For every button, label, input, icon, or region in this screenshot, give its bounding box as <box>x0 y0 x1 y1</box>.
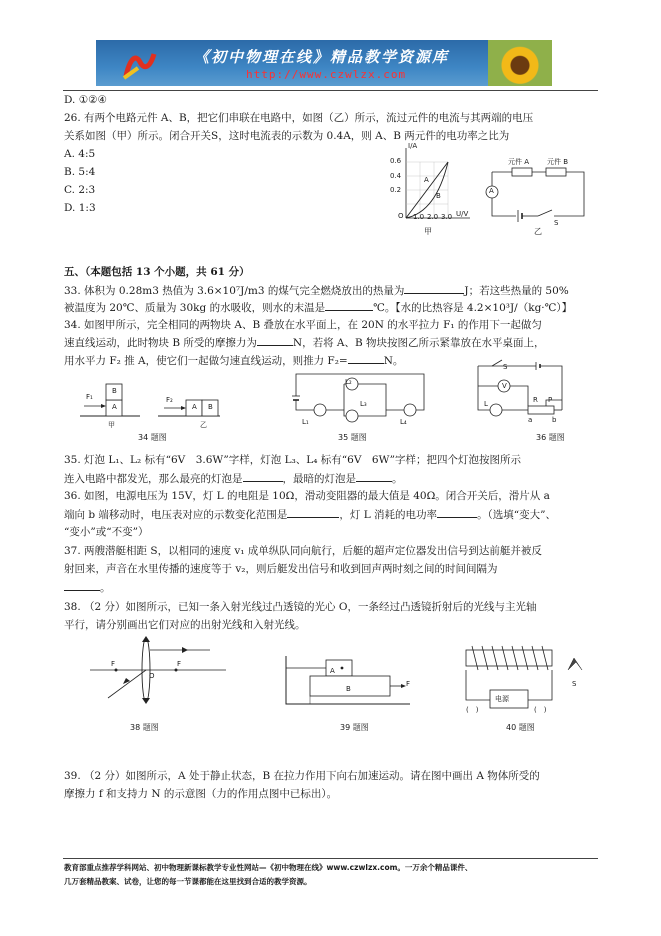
fig38-f-right: F <box>177 660 182 668</box>
q35-line1: 35. 灯泡 L₁、L₂ 标有“6V 3.6W”字样，灯泡 L₃、L₄ 标有“6V 6W”字样；把四个灯泡按图所示 <box>64 454 521 466</box>
q33-blank-2[interactable] <box>325 299 373 311</box>
q26-option-c: C. 2:3 <box>64 184 96 196</box>
q38-line1: 38. （2 分）如图所示，已知一条入射光线过凸透镜的光心 O，一条经过凸透镜折射后的光线与主光轴 <box>64 601 537 613</box>
q38-line2: 平行，请分别画出它们对应的出射光线和入射光线。 <box>64 619 306 631</box>
graph-ytick-02: 0.2 <box>390 186 402 194</box>
incident-ray <box>108 670 146 698</box>
footer-rule <box>63 858 598 859</box>
q35-line2: 连入电路中都发光，那么最亮的灯泡是 ，最暗的灯泡是 。 <box>64 470 403 487</box>
fig36-b-label: b <box>552 416 557 424</box>
rheostat-r <box>528 406 554 414</box>
q37-line1: 37. 两艘潜艇相距 S，以相同的速度 v₁ 成单纵队同向航行，后艇的超声定位器发出信号到达前艇并被反 <box>64 545 542 557</box>
fig34-yi-label: 乙 <box>200 421 207 429</box>
q34-line2: 速直线运动，此时物块 B 所受的摩擦力为 N，若将 A、B 物块按图乙所示紧靠放在水平桌面上， <box>64 334 545 351</box>
iron-core <box>466 650 552 666</box>
graph-ylabel: I/A <box>408 142 418 150</box>
q33-blank-1[interactable] <box>404 282 464 294</box>
lamp-l1 <box>314 404 326 416</box>
circuit-label-b: 元件 B <box>547 158 569 166</box>
fig36-switch <box>492 360 502 366</box>
fig36-s-label: S <box>503 363 508 371</box>
q26-circuit <box>484 160 594 230</box>
fig35-l1-label: L₁ <box>302 418 309 426</box>
graph-xtick-2: 2.0 <box>427 213 439 221</box>
fig38-lens <box>90 636 230 726</box>
q33-line2: 被温度为 20℃、质量为 30kg 的水吸收，则水的末温是 ℃。【水的比热容是 4.2×10³J/（kg·℃）】 <box>64 299 572 316</box>
header-url: http://www.czwlzx.com <box>246 68 407 81</box>
compass-needle-icon <box>568 658 582 670</box>
footer-line1: 教育部重点推荐学科网站、初中物理新课标教学专业性网站—《初中物理在线》www.czwlzx.com。一万余个精品课件、 <box>64 863 473 872</box>
fig35-l4-label: L₄ <box>400 418 407 426</box>
circuit-caption: 乙 <box>534 227 542 236</box>
fig39-b-label: B <box>346 685 351 693</box>
graph-xtick-1: 1.0 <box>413 213 425 221</box>
q34-line1: 34. 如图甲所示，完全相同的两物块 A、B 叠放在水平面上，在 20N 的水平拉力 F₁ 的作用下一起做匀 <box>64 319 542 331</box>
circuit-ammeter-label: A <box>489 187 494 195</box>
fig39-f-label: F <box>406 680 411 688</box>
graph-xtick-3: 3.0 <box>441 213 453 221</box>
q26-line1: 26. 有两个电路元件 A、B，把它们串联在电路中，如图（乙）所示，流过元件的电流与其两端的电压 <box>64 112 534 124</box>
q36-blank-1[interactable] <box>287 506 339 518</box>
fig40-caption: 40 题图 <box>506 723 535 732</box>
fig40-power-label: 电源 <box>495 695 509 703</box>
q36-line1: 36. 如图，电源电压为 15V，灯 L 的电阻是 10Ω，滑动变阻器的最大值是 40Ω。闭合开关后，滑片从 a <box>64 490 550 502</box>
q36-line2: 端向 b 端移动时，电压表对应的示数变化范围是 ，灯 L 消耗的电功率 。（选填“变大”、 <box>64 506 556 523</box>
lamp-l4 <box>404 404 416 416</box>
graph-curve-b-label: B <box>436 192 441 200</box>
graph-ytick-04: 0.4 <box>390 172 402 180</box>
q26-option-d: D. 1:3 <box>64 202 96 214</box>
fig36-circuit <box>472 362 572 432</box>
prev-option: D. ①②④ <box>64 94 107 106</box>
q36-line3: “变小”或“不变”） <box>64 526 149 538</box>
graph-ytick-06: 0.6 <box>390 157 402 165</box>
fig34-f2-label: F₂ <box>166 396 173 404</box>
header-banner <box>96 40 552 86</box>
logo-icon <box>122 48 158 80</box>
fig38-o-label: O <box>149 672 155 680</box>
element-b-resistor <box>546 168 566 176</box>
fig38-f-left: F <box>111 660 116 668</box>
q36-blank-2[interactable] <box>437 506 477 518</box>
q33-line1: 33. 体积为 0.28m3 热值为 3.6×10⁷J/m3 的煤气完全燃烧放出的热量为 J；若这些热量的 50% <box>64 282 569 299</box>
q26-option-a: A. 4:5 <box>64 148 96 160</box>
header-rule <box>63 90 598 91</box>
fig39-caption: 39 题图 <box>340 723 369 732</box>
q34-blank-1[interactable] <box>257 334 293 346</box>
fig40-paren-right: ( ) <box>534 706 547 714</box>
footer-line2: 几万套精品教案、试卷，让您的每一节课都能在这里找到合适的教学资源。 <box>64 877 312 886</box>
fig34-b-yi-label: B <box>208 403 213 411</box>
fig35-caption: 35 题图 <box>338 433 367 442</box>
fig38-caption: 38 题图 <box>130 723 159 732</box>
q34-blank-2[interactable] <box>348 352 384 364</box>
fig34-a-jia-label: A <box>112 403 117 411</box>
fig36-v-label: V <box>502 382 507 390</box>
q37-line3: 。 <box>64 579 111 596</box>
q39-line1: 39. （2 分）如图所示，A 处于静止状态，B 在拉力作用下向右加速运动。请在图中画出 A 物体所受的 <box>64 770 540 782</box>
q26-iv-graph <box>388 146 478 236</box>
fig34-b-jia-label: B <box>112 387 117 395</box>
fig34-a-yi-label: A <box>192 403 197 411</box>
q26-line2: 关系如图（甲）所示。闭合开关S，这时电流表的示数为 0.4A，则 A、B 两元件的电功率之比为 <box>64 130 510 142</box>
element-a-resistor <box>512 168 532 176</box>
fig36-p-label: P <box>548 396 553 404</box>
fig36-l-label: L <box>484 400 488 408</box>
circuit-switch-label: S <box>554 219 559 227</box>
lamp-l3 <box>346 410 358 422</box>
fig35-l2-label: L₂ <box>345 378 352 386</box>
section5-title: 五、（本题包括 13 个小题，共 61 分） <box>64 266 250 278</box>
lamp-l <box>490 404 502 416</box>
fig39-a-label: A <box>330 667 335 675</box>
graph-xlabel: U/V <box>456 210 469 218</box>
q35-blank-2[interactable] <box>356 470 392 482</box>
sunflower-image <box>488 40 552 86</box>
q39-line2: 摩擦力 f 和支持力 N 的示意图（力的作用点图中已标出）。 <box>64 788 338 800</box>
fig40-s-label: S <box>572 680 577 688</box>
fig34-jia-label: 甲 <box>108 421 115 429</box>
fig34-caption: 34 题图 <box>138 433 167 442</box>
q37-line2: 射回来，声音在水里传播的速度等于 v₂，则后艇发出信号和收到回声两时刻之间的时间间隔为 <box>64 563 498 575</box>
q35-blank-1[interactable] <box>243 470 283 482</box>
header-title: 《初中物理在线》精品教学资源库 <box>194 48 450 66</box>
fig34-f1-label: F₁ <box>86 393 93 401</box>
switch-lever <box>538 210 552 216</box>
graph-caption: 甲 <box>424 227 432 236</box>
fig36-a-label: a <box>528 416 533 424</box>
graph-origin: O <box>398 212 404 220</box>
fig35-l3-label: L₃ <box>360 400 367 408</box>
fig36-r-label: R <box>533 396 538 404</box>
graph-curve-a-label: A <box>424 176 429 184</box>
q26-option-b: B. 5:4 <box>64 166 96 178</box>
fig40-paren-left: ( ) <box>466 706 479 714</box>
q34-line3: 用水平力 F₂ 推 A，使它们一起做匀速直线运动，则推力 F₂= N。 <box>64 352 403 369</box>
q37-blank[interactable] <box>64 579 100 591</box>
fig36-caption: 36 题图 <box>536 433 565 442</box>
circuit-label-a: 元件 A <box>508 158 530 166</box>
